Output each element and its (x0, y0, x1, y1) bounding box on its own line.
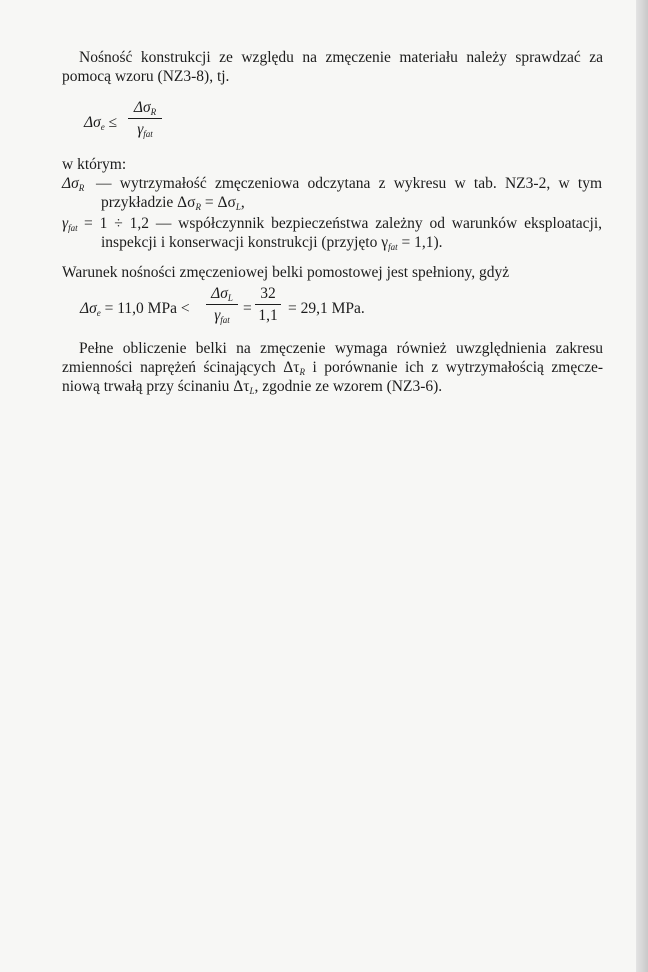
def2-line1: $\gamma_{fat}$ = 1 ÷ 1,2 — współczynnik bezpieczeństwa zależny od warunków eksploatacji, (62, 215, 602, 233)
para3-line3: niową trwałą przy ścinaniu $\Delta\tau_L$, zgodnie ze wzorem (NZ3-6). (62, 378, 443, 396)
fraction-bar (255, 304, 281, 305)
def1-line1: $\Delta\sigma_R$ — wytrzymałość zmęczeniowa odczytana z wykresu w tab. NZ3-2, w tym (62, 175, 602, 193)
def2-line2: inspekcji i konserwacji konstrukcji (przyjęto $\gamma_{fat} = 1,1$). (101, 234, 443, 252)
page-edge (636, 0, 648, 972)
formula2-lhs: $\Delta\sigma_e = 11,0$ MPa < (80, 300, 190, 318)
formula1-lhs: $\Delta\sigma_e$ ≤ (84, 114, 118, 132)
formula2-eq: = (243, 300, 252, 317)
para1-line1: Nośność konstrukcji ze względu na zmęczenie materiału należy sprawdzać za (79, 49, 603, 66)
formula2-fraction2: 32 1,1 (255, 285, 281, 325)
where-label: w którym: (62, 156, 127, 173)
fraction-bar (128, 118, 162, 119)
formula2-result: = 29,1 MPa. (288, 300, 365, 317)
para3-line1: Pełne obliczenie belki na zmęczenie wymaga również uwzględnienia zakresu (79, 340, 603, 357)
formula1-fraction: $\Delta\sigma_R$ $\gamma_{fat}$ (128, 99, 162, 139)
fraction-bar (206, 304, 238, 305)
para3-line2: zmienności naprężeń ścinających $\Delta\tau_R$ i porównanie ich z wytrzymałością zmęcze- (62, 359, 603, 377)
formula2-fraction1: $\Delta\sigma_L$ $\gamma_{fat}$ (206, 285, 238, 325)
para1-line2: pomocą wzoru (NZ3-8), tj. (62, 68, 230, 85)
def1-line2: przykładzie $\Delta\sigma_R = \Delta\sigma_L$, (101, 194, 245, 212)
para2: Warunek nośności zmęczeniowej belki pomostowej jest spełniony, gdyż (62, 264, 510, 281)
